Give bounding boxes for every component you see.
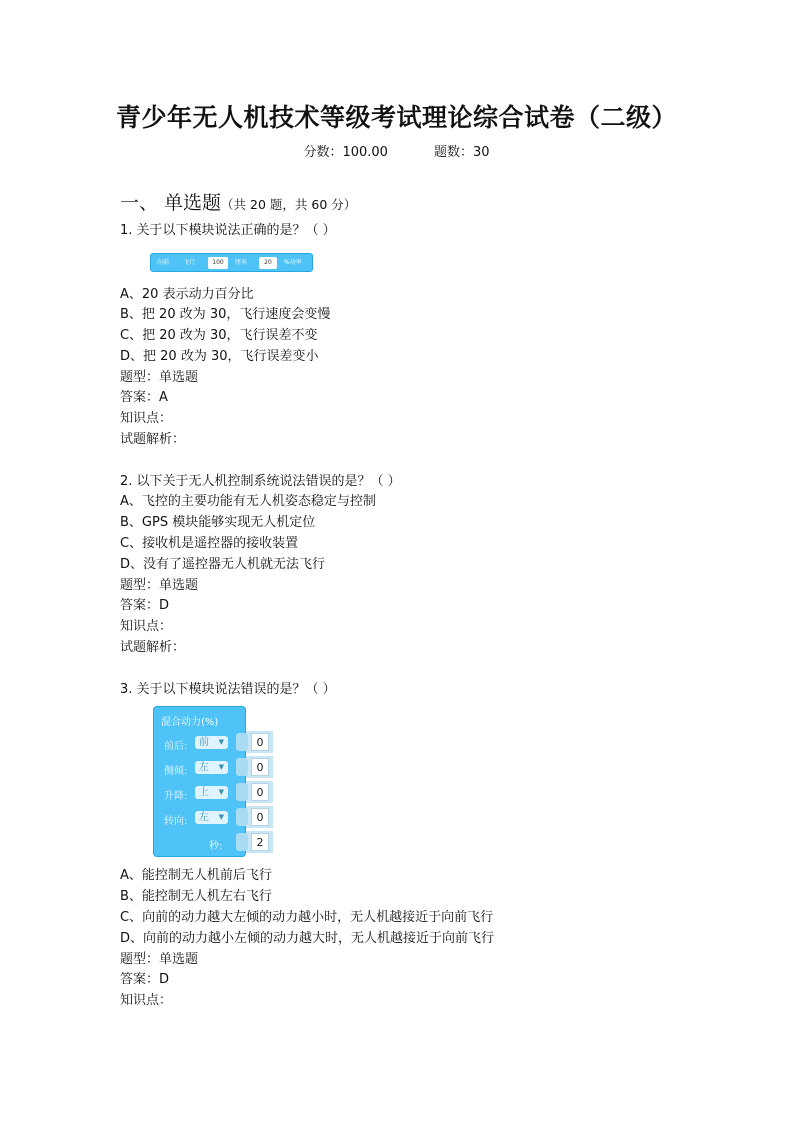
q2-option-d: D、没有了遥控器无人机就无法飞行 <box>120 557 326 572</box>
q3-input-notch <box>236 783 248 801</box>
question-count: 题数：30 <box>433 145 490 160</box>
q3-row-label-roll: 侧倾: <box>164 766 188 777</box>
q3-row-label-yaw: 转向: <box>164 816 188 827</box>
chevron-down-icon: ▼ <box>218 738 224 746</box>
q1-knowledge: 知识点： <box>120 411 173 426</box>
q2-type: 题型：单选题 <box>120 578 199 593</box>
q3-value-seconds: 2 <box>251 833 269 851</box>
q3-dropdown-yaw <box>195 811 228 824</box>
q3-dropdown-roll <box>195 761 228 774</box>
q3-stem: 3. 关于以下模块说法错误的是？（ ） <box>120 682 336 697</box>
q1-block-direction: 向前 <box>157 259 170 266</box>
q3-code-block <box>153 706 246 857</box>
q3-row-label-forward: 前后: <box>164 741 188 752</box>
q2-answer: 答案：D <box>120 598 170 613</box>
q3-block-title: 混合动力(%) <box>161 717 219 728</box>
q1-stem: 1. 关于以下模块说法正确的是？（ ） <box>120 223 336 238</box>
total-score: 分数：100.00 <box>303 145 388 160</box>
q2-knowledge: 知识点： <box>120 619 173 634</box>
q1-option-a: A、20 表示动力百分比 <box>120 287 254 302</box>
q1-option-d: D、把 20 改为 30，飞行误差变小 <box>120 349 319 364</box>
q1-option-b: B、把 20 改为 30，飞行速度会变慢 <box>120 307 331 322</box>
q3-value-forward: 0 <box>251 733 269 751</box>
q3-dropdown-forward <box>195 736 228 749</box>
q3-knowledge: 知识点： <box>120 993 173 1008</box>
q3-input-notch <box>236 833 248 851</box>
q3-value-yaw: 0 <box>251 808 269 826</box>
section-note: （共 20 题，共 60 分） <box>221 197 357 212</box>
q3-dropdown-lift <box>195 786 228 799</box>
q3-dropdown-roll-value: 左 <box>199 762 209 773</box>
q1-code-block <box>150 253 313 272</box>
chevron-down-icon: ▼ <box>218 813 224 821</box>
q1-option-c: C、把 20 改为 30，飞行误差不变 <box>120 328 318 343</box>
exam-title: 青少年无人机技术等级考试理论综合试卷（二级） <box>115 103 677 132</box>
q2-option-c: C、接收机是遥控器的接收装置 <box>120 536 299 551</box>
q3-seconds-label: 秒: <box>209 841 223 852</box>
q2-analysis: 试题解析： <box>120 640 186 655</box>
q1-block-power-unit: %功率 <box>284 259 302 266</box>
q3-option-c: C、向前的动力越大左倾的动力越小时，无人机越接近于向前飞行 <box>120 910 494 925</box>
q1-block-distance: 100 <box>208 257 228 269</box>
section-heading <box>120 188 356 215</box>
section-title: 一、 单选题 <box>120 192 222 214</box>
q3-option-b: B、能控制无人机左右飞行 <box>120 889 272 904</box>
q3-answer: 答案：D <box>120 972 170 987</box>
q3-dropdown-yaw-value: 左 <box>199 812 209 823</box>
q2-option-b: B、GPS 模块能够实现无人机定位 <box>120 515 316 530</box>
q3-type: 题型：单选题 <box>120 952 199 967</box>
q3-input-notch <box>236 733 248 751</box>
q3-value-roll: 0 <box>251 758 269 776</box>
q1-analysis: 试题解析： <box>120 432 186 447</box>
q3-dropdown-lift-value: 上 <box>199 787 209 798</box>
q3-option-d: D、向前的动力越小左倾的动力越大时，无人机越接近于向前飞行 <box>120 931 495 946</box>
q1-answer: 答案：A <box>120 390 168 405</box>
q3-input-notch <box>236 808 248 826</box>
q2-stem: 2. 以下关于无人机控制系统说法错误的是？（ ） <box>120 474 401 489</box>
q1-block-unit: 厘米 <box>235 259 248 266</box>
q3-input-notch <box>236 758 248 776</box>
exam-meta <box>0 141 793 160</box>
q3-row-label-lift: 升降: <box>164 791 188 802</box>
q1-block-fly: 飞行 <box>183 259 196 266</box>
chevron-down-icon: ▼ <box>218 763 224 771</box>
q3-value-lift: 0 <box>251 783 269 801</box>
q1-block-power: 20 <box>259 257 277 269</box>
q1-type: 题型：单选题 <box>120 370 199 385</box>
chevron-down-icon: ▼ <box>218 788 224 796</box>
q3-option-a: A、能控制无人机前后飞行 <box>120 868 272 883</box>
q3-dropdown-forward-value: 前 <box>199 737 209 748</box>
q2-option-a: A、飞控的主要功能有无人机姿态稳定与控制 <box>120 494 376 509</box>
